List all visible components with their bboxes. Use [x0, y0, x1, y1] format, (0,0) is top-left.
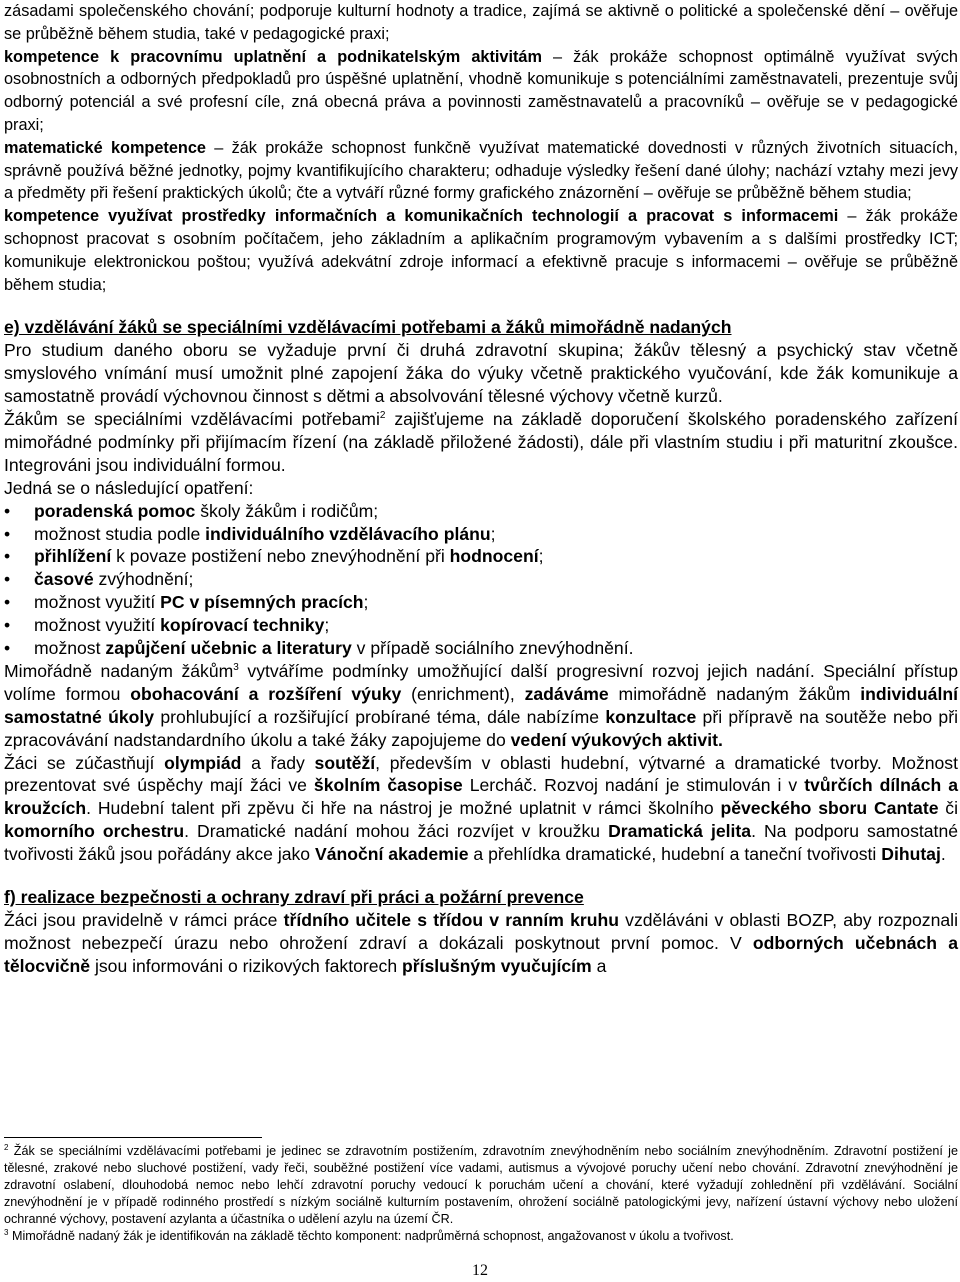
section-e-special-needs-paragraph: Žákům se speciálními vzdělávacími potřebami$^2$ zajišťujeme na základě doporučení školského poradenského zařízení mimořádné podmínky při přijímacím řízení (na základě přiložené žádosti), dále při vlastním studiu i při maturitní zkoušce. Integrováni jsou individuální formou. [4, 408, 958, 475]
competence-work-text: – žák prokáže schopnost optimálně využívat svých osobnostních a odborných předpokladů pro úspěšné uplatnění, vhodně komunikuje s potenciálními zaměstnavateli, prezentuje svůj odborný potenciál a své profesní cíle, zná obecná práva a povinnosti zaměstnavatelů a pracovníků – ověřuje se v pedagogické praxi; [4, 47, 958, 134]
footnote-ref-3[interactable]: 3 [233, 661, 239, 673]
list-item: • poradenská pomoc školy žákům i rodičům; [4, 500, 958, 523]
competence-math-text: – žák prokáže schopnost funkčně využívat matematické dovednosti v různých životních situacích, správně používá běžné jednotky, pojmy kvantifikujícího charakteru; odhaduje výsledky řešení dané úlohy; nachází vztahy mezi jevy a předměty při řešení praktických úkolů; čte a vytváří různé formy grafického znázornění – ověřuje se průběžně během studia; [4, 138, 958, 203]
competence-work-title: kompetence k pracovnímu uplatnění a podnikatelským aktivitám [4, 47, 542, 66]
section-f-heading: f) realizace bezpečnosti a ochrany zdraví při práci a požární prevence [4, 887, 584, 908]
section-f [4, 886, 958, 978]
list-item: • možnost využití PC v písemných pracích; [4, 591, 958, 614]
list-item: • možnost studia podle individuálního vzdělávacího plánu; [4, 523, 958, 546]
list-item: • možnost zapůjčení učebnic a literatury v případě sociálního znevýhodnění. [4, 637, 958, 660]
competence-math-paragraph [4, 137, 958, 205]
competence-ict-paragraph [4, 205, 958, 296]
competence-social-text: zásadami společenského chování; podporuje kulturní hodnoty a tradice, zajímá se aktivně o politické a společenské dění – ověřuje se průběžně během studia, také v pedagogické praxi; [4, 2, 958, 43]
list-item: • možnost využití kopírovací techniky; [4, 614, 958, 637]
footnote-ref-2[interactable]: 2 [379, 409, 386, 421]
list-item: • přihlížení k povaze postižení nebo znevýhodnění při hodnocení; [4, 545, 958, 568]
list-item: • časové zvýhodnění; [4, 568, 958, 591]
section-f-paragraph: Žáci jsou pravidelně v rámci práce třídního učitele s třídou v ranním kruhu vzděláváni v oblasti BOZP, aby rozpoznali možnost nebezpečí úrazu nebo ohrožení zdraví a dokázali poskytnout první pomoc. V odborných učebnách a tělocvičně jsou informováni o rizikových faktorech příslušným vyučujícím a [4, 910, 958, 976]
competence-math-title: matematické kompetence [4, 138, 206, 157]
section-e-health-paragraph: Pro studium daného oboru se vyžaduje první či druhá zdravotní skupina; žákův tělesný a psychický stav včetně smyslového vnímání musí umožnit plné zapojení žáka do výuky včetně praktického vyučování, kde žák komunikuje a samostatně provádí výchovnou činnost s dětmi a absolvování tělesné výchovy včetně kurzů. [4, 340, 958, 407]
footnote-2: $^2$ Žák se speciálními vzdělávacími potřebami je jedinec se zdravotním postižením, zdravotním znevýhodněním nebo sociálním znevýhodněním. Zdravotní postižení je tělesné, zrakové nebo sluchové postižení, vady řeči, souběžné postižení více vadami, autismus a vývojové poruchy učení nebo chování. Zdravotní znevýhodnění je zdravotní oslabení, dlouhodobá nemoc nebo lehčí zdravotní poruchy vedoucí k poruchám učení a chování, které vyžadují zohlednění při vzdělávání. Sociální znevýhodnění je v případě rodinného prostředí s nízkým sociálně kulturním postavením, ohrožení sociálně patologickými jevy, nařízení ústavní výchovy nebo uložení ochranné výchovy, postavení azylanta a účastníka o udělení azylu na území ČR. [4, 1143, 958, 1226]
footnote-separator [4, 1137, 262, 1138]
competences-block [4, 0, 958, 296]
competence-ict-text: – žák prokáže schopnost pracovat s osobním počítačem, jeho základním a aplikačním programovým vybavením a s dalšími prostředky ICT; komunikuje elektronickou poštou; využívá adekvátní zdroje informací a efektivně pracuje s informacemi – ověřuje se průběžně během studia; [4, 207, 958, 294]
section-e-heading: e) vzdělávání žáků se speciálními vzdělávacími potřebami a žáků mimořádně nadaných [4, 317, 732, 338]
competence-ict-title: kompetence využívat prostředky informačních a komunikačních technologií a pracovat s informacemi [4, 207, 839, 226]
competence-work-paragraph [4, 46, 958, 137]
footnote-3: $^3$ Mimořádně nadaný žák je identifikován na základě těchto komponent: nadprůměrná schopnost, angažovanost v úkolu a tvořivost. [4, 1228, 734, 1243]
section-e-gifted-paragraph: Mimořádně nadaným žákům$^3$ vytváříme podmínky umožňující další progresivní rozvoj jejich nadání. Speciální přístup volíme formou obohacování a rozšíření výuky (enrichment), zadáváme mimořádně nadaným žákům individuální samostatné úkoly prohlubující a rozšiřující probírané téma, dále nabízíme konzultace při přípravě na soutěže nebo při zpracovávání nadstandardního úkolu a také žáky zapojujeme do vedení výukových aktivit. [4, 660, 958, 750]
document-page [4, 0, 958, 978]
section-e-measures-intro: Jedná se o následující opatření: [4, 477, 254, 498]
footnotes [4, 1143, 958, 1245]
measures-list [4, 500, 958, 660]
page-number: 12 [472, 1262, 488, 1279]
section-e-activities-paragraph: Žáci se zúčastňují olympiád a řady soutěží, především v oblasti hudební, výtvarné a dramatické tvorby. Možnost prezentovat své úspěchy mají žáci ve školním časopise Lercháč. Rozvoj nadání je stimulován i v tvůrčích dílnách a kroužcích. Hudební talent při zpěvu či hře na nástroj je možné uplatnit v rámci školního pěveckého sboru Cantate či komorního orchestru. Dramatické nadání mohou žáci rozvíjet v kroužku Dramatická jelita. Na podporu samostatné tvořivosti žáků jsou pořádány akce jako Vánoční akademie a přehlídka dramatické, hudební a taneční tvořivosti Dihutaj. [4, 752, 959, 865]
section-e [4, 316, 958, 866]
